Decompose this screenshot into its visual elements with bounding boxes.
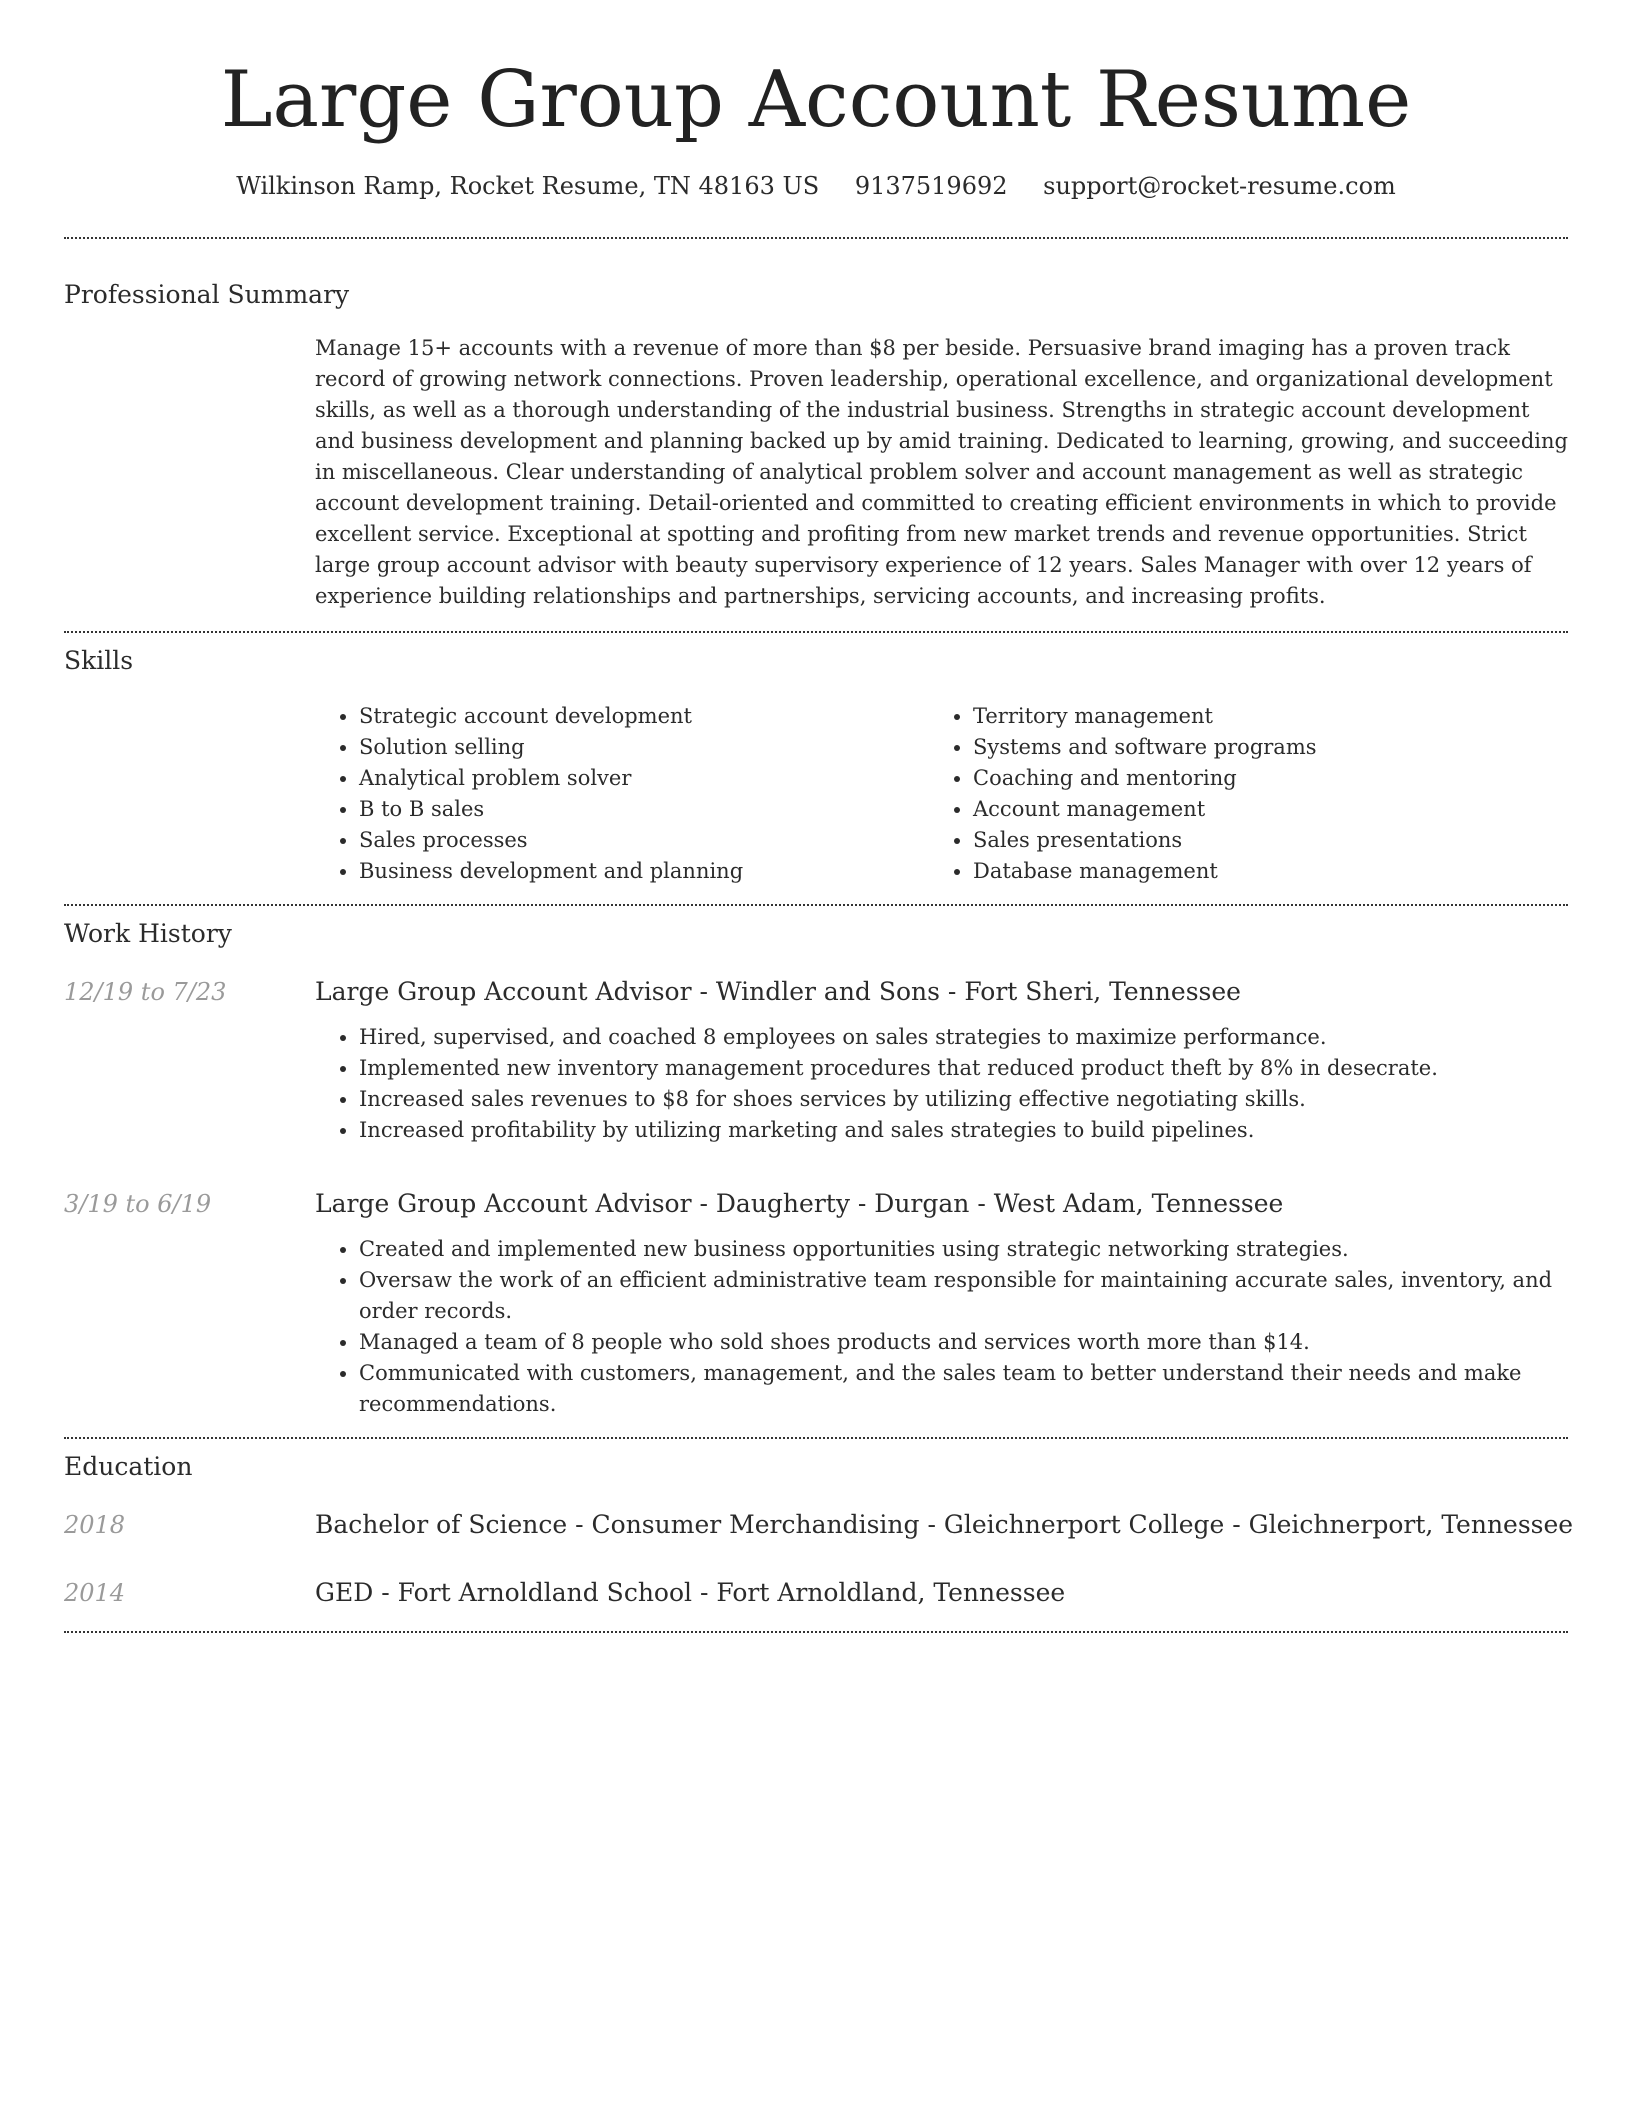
work-heading: Work History [64,919,232,948]
job-details [315,976,1568,1146]
job-bullet: • Increased profitability by utilizing marketing and sales strategies to build pipelines. [359,1115,1568,1146]
skill-item: • Systems and software programs [973,732,1543,763]
skills-heading: Skills [64,646,134,675]
job-title: Large Group Account Advisor - Daugherty - Durgan - West Adam, Tennessee [315,1189,1284,1218]
job-bullet: • Increased sales revenues to $8 for shoes services by utilizing effective negotiating skills. [359,1084,1568,1115]
job-entry [64,1188,1568,1420]
education-entry [64,1577,1568,1609]
job-bullets [315,1234,1568,1420]
education-year: 2018 [64,1511,126,1539]
divider [64,237,1568,239]
job-dates: 3/19 to 6/19 [64,1190,212,1218]
job-bullet: • Oversaw the work of an efficient administrative team responsible for maintaining accurate sales, inventory, and order records. [359,1265,1568,1327]
summary-section [315,333,1568,612]
job-details [315,1188,1568,1420]
summary-heading: Professional Summary [64,280,350,309]
skill-item: • Account management [973,794,1543,825]
skill-item: • B to B sales [359,794,929,825]
education-heading: Education [64,1452,193,1481]
job-bullet: • Communicated with customers, management, and the sales team to better understand their needs and make recommendations. [359,1358,1568,1420]
education-details: GED - Fort Arnoldland School - Fort Arnoldland, Tennessee [315,1578,1066,1607]
skill-item: • Analytical problem solver [359,763,929,794]
job-title: Large Group Account Advisor - Windler and Sons - Fort Sheri, Tennessee [315,977,1241,1006]
job-bullet: • Created and implemented new business opportunities using strategic networking strategies. [359,1234,1568,1265]
resume-page [64,0,1574,1633]
skill-item: • Strategic account development [359,701,929,732]
contact-email: support@rocket-resume.com [1043,172,1396,200]
divider [64,1437,1568,1439]
skills-column-left [315,701,929,887]
resume-title: Large Group Account Resume [220,55,1412,145]
job-bullet: • Hired, supervised, and coached 8 employees on sales strategies to maximize performance. [359,1022,1568,1053]
skill-item: • Sales processes [359,825,929,856]
contact-address: Wilkinson Ramp, Rocket Resume, TN 48163 US [236,172,820,200]
divider [64,1631,1568,1633]
skill-item: • Sales presentations [973,825,1543,856]
skill-item: • Business development and planning [359,856,929,887]
skill-item: • Database management [973,856,1543,887]
job-bullet: • Implemented new inventory management procedures that reduced product theft by 8% in desecrate. [359,1053,1568,1084]
education-details: Bachelor of Science - Consumer Merchandising - Gleichnerport College - Gleichnerport, Tennessee [315,1510,1574,1539]
job-dates: 12/19 to 7/23 [64,978,227,1006]
contact-line [64,170,1568,202]
job-bullets [315,1022,1568,1146]
skill-item: • Coaching and mentoring [973,763,1543,794]
divider [64,904,1568,906]
skill-item: • Territory management [973,701,1543,732]
education-year: 2014 [64,1579,126,1607]
job-entry [64,976,1568,1146]
job-bullet: • Managed a team of 8 people who sold shoes products and services worth more than $14. [359,1327,1568,1358]
education-entry [64,1509,1574,1541]
summary-text: Manage 15+ accounts with a revenue of more than $8 per beside. Persuasive brand imaging has a proven track record of growing network connections. Proven leadership, operational excellence, and organizational development skills, as well as a thorough understanding of the industrial business. Strengths in strategic account development and business development and planning backed up by amid training. Dedicated to learning, growing, and succeeding in miscellaneous. Clear understanding of analytical problem solver and account management as well as strategic account development training. Detail-oriented and committed to creating efficient environments in which to provide excellent service. Exceptional at spotting and profiting from new market trends and revenue opportunities. Strict large group account advisor with beauty supervisory experience of 12 years. Sales Manager with over 12 years of experience building relationships and partnerships, servicing accounts, and increasing profits. [315,336,1568,608]
skill-item: • Solution selling [359,732,929,763]
skills-list [315,701,1568,887]
divider [64,631,1568,633]
contact-phone: 9137519692 [854,172,1008,200]
skills-column-right [929,701,1543,887]
